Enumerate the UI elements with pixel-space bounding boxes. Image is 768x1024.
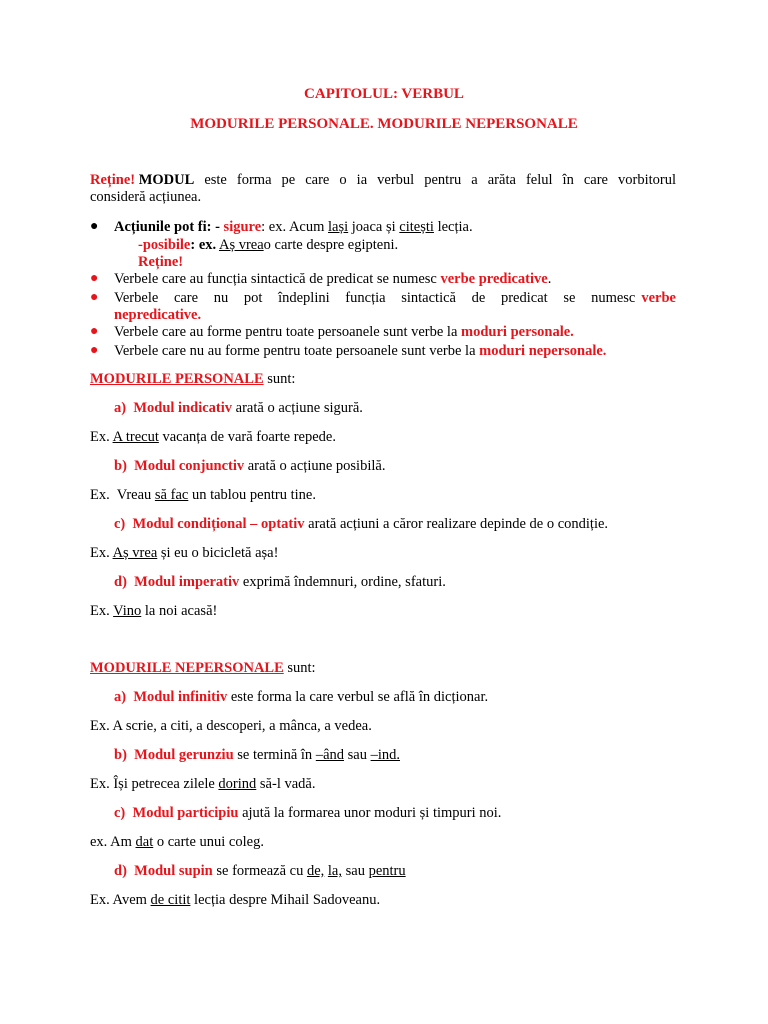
modul-term: MODUL <box>138 172 195 188</box>
ex-post: la noi acasă! <box>144 603 218 619</box>
supin-pentru: pentru <box>368 863 406 879</box>
mode-name: Modul imperativ <box>134 574 240 590</box>
ex-underlined: de citit <box>150 892 191 908</box>
section-subtitle: MODURILE PERSONALE. MODURILE NEPERSONALE <box>190 116 578 132</box>
nepersonale-item-d <box>114 863 406 880</box>
ex1-citesti: citești <box>399 219 434 235</box>
personale-heading <box>90 371 295 388</box>
sigure-term: sigure <box>223 219 262 235</box>
supin-la: la, <box>327 863 342 879</box>
intro-paragraph <box>90 172 676 206</box>
actions-label: Acțiunile pot fi: - <box>114 219 220 235</box>
ex-pre: Ex. Avem <box>90 892 147 908</box>
bullet-personale <box>114 324 574 341</box>
bullet-icon: ● <box>90 290 99 305</box>
nepersonale-item-a <box>114 689 488 706</box>
personale-item-d <box>114 574 446 591</box>
b1-text: Verbele care au funcția sintactică de predicat se numesc <box>114 271 437 287</box>
ex1-lasi: lași <box>328 219 349 235</box>
nepersonale-example-a: Ex. A scrie, a citi, a descoperi, a mânca, a vedea. <box>90 718 372 734</box>
intro-text-line1: este forma pe care o ia verbul pentru a arăta felul în care vorbitorul <box>204 172 676 188</box>
ex-pre: Ex. Își petrecea zilele <box>90 776 215 792</box>
item-label: a) <box>114 689 127 705</box>
bullet-predicative <box>114 271 551 288</box>
item-label: b) <box>114 458 127 474</box>
nepersonale-example-d <box>90 892 380 909</box>
ex-post: o carte unui coleg. <box>156 834 264 850</box>
mode-desc: exprimă îndemnuri, ordine, sfaturi. <box>242 574 446 590</box>
nepersonale-title: MODURILE NEPERSONALE <box>90 660 284 676</box>
ex-underlined: să fac <box>154 487 189 503</box>
mode-desc: arată acțiuni a căror realizare depinde de o condiție. <box>308 516 609 532</box>
mode-desc: arată o acțiune sigură. <box>235 400 363 416</box>
retine-label-2: Reține! <box>138 254 184 270</box>
personale-sunt: sunt: <box>267 371 296 387</box>
nepersonale-heading <box>90 660 316 677</box>
b3-term: moduri personale. <box>461 324 574 340</box>
b1-post: . <box>547 271 552 287</box>
nepersonale-example-b <box>90 776 315 793</box>
item-label: c) <box>114 516 126 532</box>
mode-name: Modul conjunctiv <box>134 458 245 474</box>
actions-line <box>114 219 473 236</box>
personale-item-a <box>114 400 363 417</box>
posibile-term: -posibile <box>138 237 191 253</box>
mode-name: Modul supin <box>134 863 213 879</box>
personale-item-b <box>114 458 385 475</box>
ex-post: un tablou pentru tine. <box>191 487 316 503</box>
personale-item-c <box>114 516 608 533</box>
suffix-ind: –ind. <box>370 747 400 763</box>
ex1-mid: joaca și <box>351 219 396 235</box>
b1-term: verbe predicative <box>440 271 548 287</box>
retine-label: Reține! <box>90 172 136 188</box>
b2-term1: verbe <box>641 290 676 306</box>
item-label: c) <box>114 805 126 821</box>
ex1-post: lecția. <box>437 219 473 235</box>
nepersonale-example-c <box>90 834 264 851</box>
bullet-icon: ● <box>90 271 99 286</box>
intro-text-line2: consideră acțiunea. <box>90 189 202 205</box>
personale-title: MODURILE PERSONALE <box>90 371 264 387</box>
bullet-nepredicative <box>114 290 676 307</box>
mode-desc: se termină în <box>237 747 313 763</box>
item-label: b) <box>114 747 127 763</box>
ex-post: și eu o bicicletă așa! <box>160 545 279 561</box>
ex-pre: Ex. Vreau <box>90 487 152 503</box>
posibile-line <box>138 237 398 254</box>
ex-pre: Ex. <box>90 429 110 445</box>
ex-underlined: dorind <box>218 776 257 792</box>
personale-example-a <box>90 429 336 446</box>
mode-name: Modul participiu <box>132 805 239 821</box>
bullet-icon: ● <box>90 324 99 339</box>
chapter-title: CAPITOLUL: VERBUL <box>304 86 464 102</box>
ex-underlined: A trecut <box>112 429 159 445</box>
mode-name: Modul infinitiv <box>133 689 228 705</box>
b2-text: Verbele care nu pot îndeplini funcția sintactică de predicat se numesc <box>114 290 636 306</box>
ex-pre: Ex. <box>90 545 110 561</box>
ex-pre: ex. Am <box>90 834 132 850</box>
ex-pre: Ex. <box>90 603 110 619</box>
mode-desc: este forma la care verbul se află în dicționar. <box>230 689 489 705</box>
item-label: a) <box>114 400 127 416</box>
ex2-pre: : ex. <box>190 237 217 253</box>
ex-underlined: Vino <box>113 603 142 619</box>
bullet-icon: ● <box>90 219 99 234</box>
nepersonale-item-b <box>114 747 400 764</box>
personale-example-d <box>90 603 217 620</box>
ex-post: lecția despre Mihail Sadoveanu. <box>194 892 381 908</box>
personale-example-c <box>90 545 278 562</box>
mode-name: Modul condițional – optativ <box>132 516 305 532</box>
item-label: d) <box>114 574 127 590</box>
sau-word: sau <box>345 863 365 879</box>
personale-example-b <box>90 487 316 504</box>
item-label: d) <box>114 863 127 879</box>
b2-term2: nepredicative. <box>114 307 202 323</box>
ex-underlined: Aș vrea <box>112 545 158 561</box>
b4-text: Verbele care nu au forme pentru toate persoanele sunt verbe la <box>114 343 476 359</box>
mode-name: Modul indicativ <box>133 400 233 416</box>
ex2-post: o carte despre egipteni. <box>263 237 399 253</box>
mode-desc: se formează cu <box>216 863 304 879</box>
ex1-pre: : ex. Acum <box>261 219 325 235</box>
suffix-and: –ând <box>315 747 344 763</box>
ex2-as-vrea: Aș vrea <box>218 237 264 253</box>
ex-post: vacanța de vară foarte repede. <box>162 429 336 445</box>
mode-name: Modul gerunziu <box>134 747 234 763</box>
mode-desc: ajută la formarea unor moduri și timpuri noi. <box>242 805 502 821</box>
ex-post: să-l vadă. <box>259 776 316 792</box>
supin-de: de, <box>306 863 325 879</box>
b4-term: moduri nepersonale. <box>479 343 607 359</box>
mode-desc: arată o acțiune posibilă. <box>247 458 386 474</box>
sau-word: sau <box>347 747 367 763</box>
b3-text: Verbele care au forme pentru toate persoanele sunt verbe la <box>114 324 458 340</box>
bullet-icon: ● <box>90 343 99 358</box>
nepersonale-sunt: sunt: <box>287 660 316 676</box>
bullet-nepersonale <box>114 343 606 360</box>
nepersonale-item-c <box>114 805 501 822</box>
ex-underlined: dat <box>135 834 154 850</box>
